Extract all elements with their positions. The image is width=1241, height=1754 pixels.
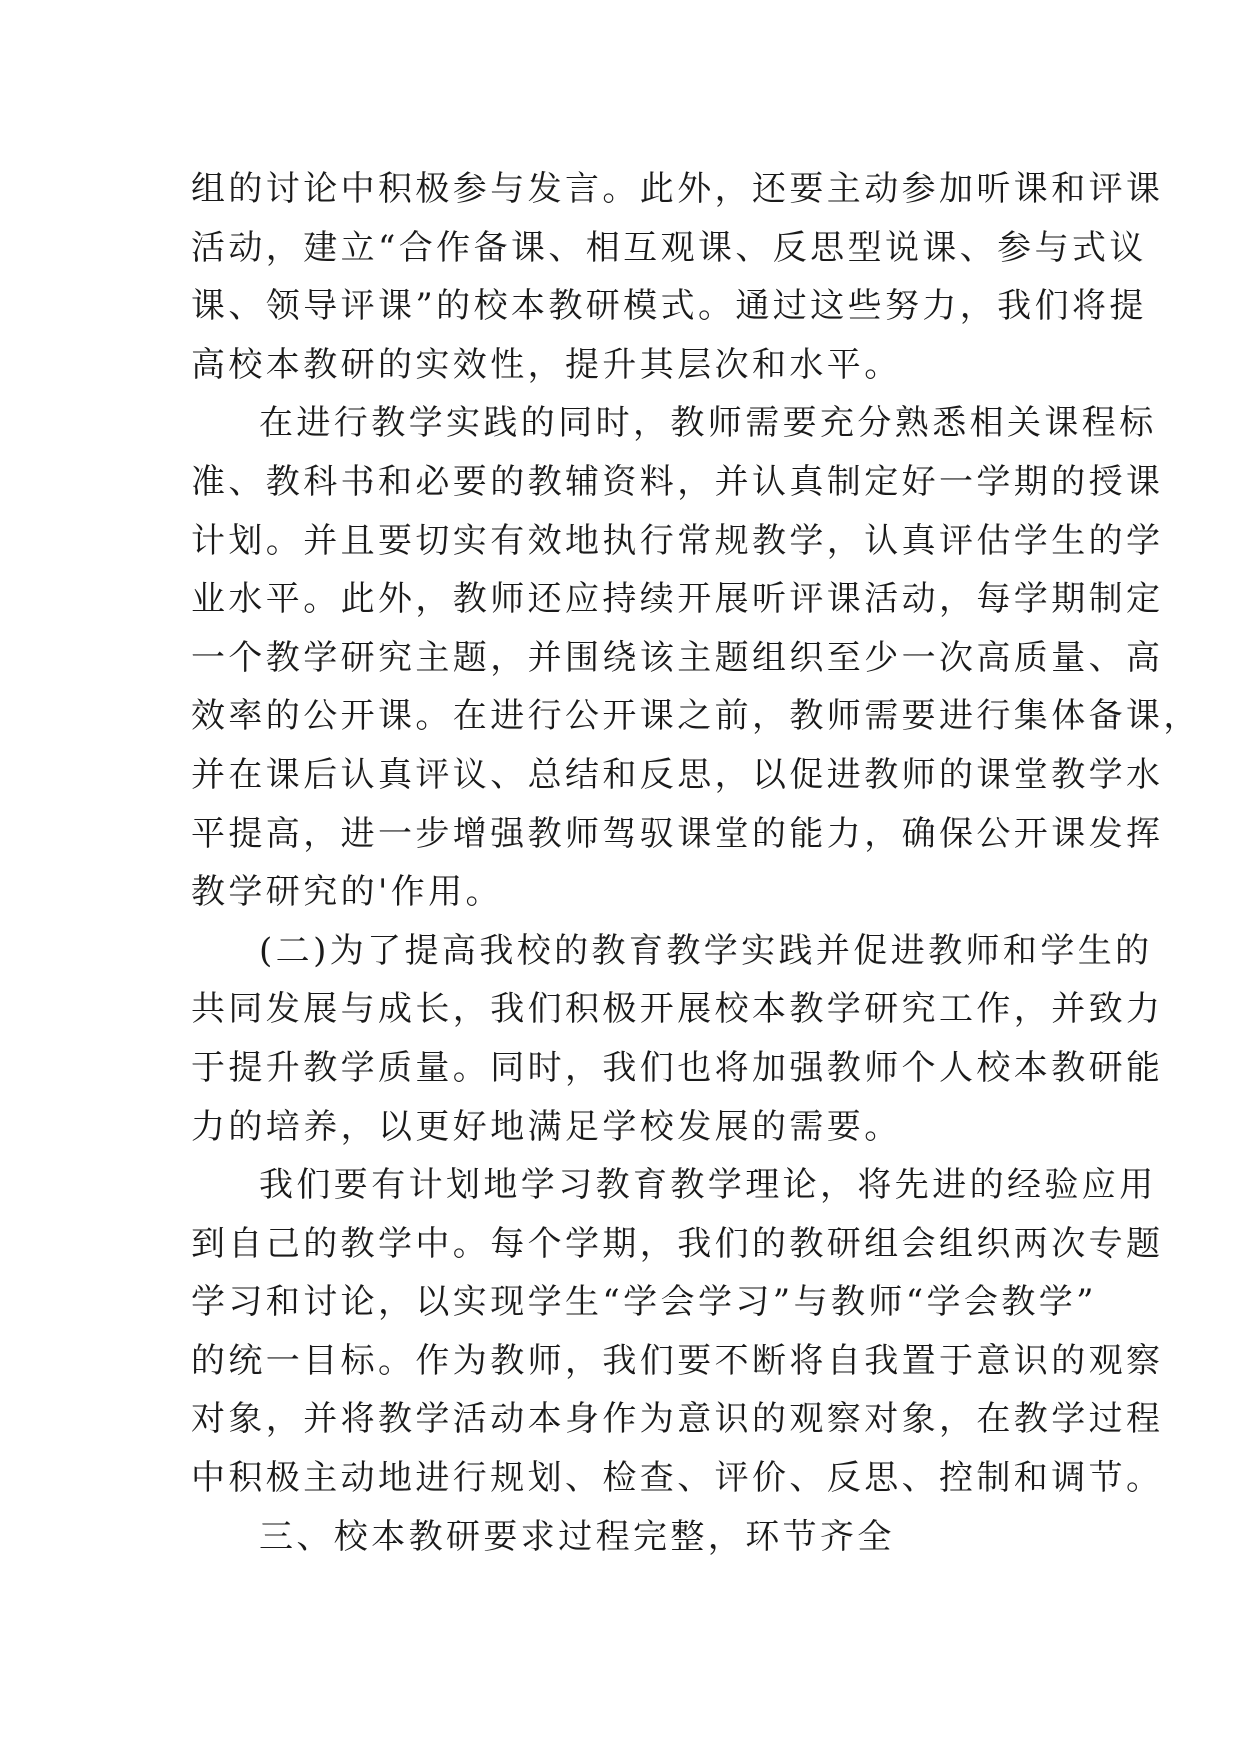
text-line: 活动，建立“合作备课、相互观课、反思型说课、参与式议 [191, 227, 1147, 268]
text-line: 计划。并且要切实有效地执行常规教学，认真评估学生的学 [191, 520, 1164, 561]
text-line: 效率的公开课。在进行公开课之前，教师需要进行集体备课， [191, 696, 1201, 737]
text-line: 高校本教研的实效性，提升其层次和水平。 [191, 344, 902, 385]
paragraph-first-line: 在进行教学实践的同时，教师需要充分熟悉相关课程标 [259, 403, 1157, 444]
text-line: 业水平。此外，教师还应持续开展听评课活动，每学期制定 [191, 579, 1164, 620]
text-line: 于提升教学质量。同时，我们也将加强教师个人校本教研能 [191, 1047, 1164, 1088]
text-line: 组的讨论中积极参与发言。此外，还要主动参加听课和评课 [191, 169, 1164, 209]
body-text [191, 160, 1201, 1566]
text-line: 并在课后认真评议、总结和反思，以促进教师的课堂教学水 [191, 754, 1164, 795]
text-line: 一个教学研究主题，并围绕该主题组织至少一次高质量、高 [191, 637, 1164, 678]
text-line: 学习和讨论，以实现学生“学会学习”与教师“学会教学” [191, 1282, 1097, 1323]
section-heading: 三、校本教研要求过程完整，环节齐全 [259, 1516, 895, 1557]
paragraph-first-line: 我们要有计划地学习教育教学理论，将先进的经验应用 [259, 1165, 1157, 1206]
text-line: 的统一目标。作为教师，我们要不断将自我置于意识的观察 [191, 1340, 1164, 1381]
text-line: 力的培养，以更好地满足学校发展的需要。 [191, 1106, 902, 1147]
text-line: 对象，并将教学活动本身作为意识的观察对象，在教学过程 [191, 1399, 1164, 1440]
text-line: 课、领导评课”的校本教研模式。通过这些努力，我们将提 [191, 286, 1147, 327]
paragraph-first-line: (二)为了提高我校的教育教学实践并促进教师和学生的 [259, 930, 1153, 971]
text-line: 中积极主动地进行规划、检查、评价、反思、控制和调节。 [191, 1458, 1164, 1499]
text-line: 共同发展与成长，我们积极开展校本教学研究工作，并致力 [191, 989, 1164, 1030]
text-line: 到自己的教学中。每个学期，我们的教研组会组织两次专题 [191, 1223, 1164, 1264]
text-line: 平提高，进一步增强教师驾驭课堂的能力，确保公开课发挥 [191, 813, 1164, 854]
text-line: 准、教科书和必要的教辅资料，并认真制定好一学期的授课 [191, 461, 1164, 502]
text-line: 教学研究的'作用。 [191, 872, 503, 913]
